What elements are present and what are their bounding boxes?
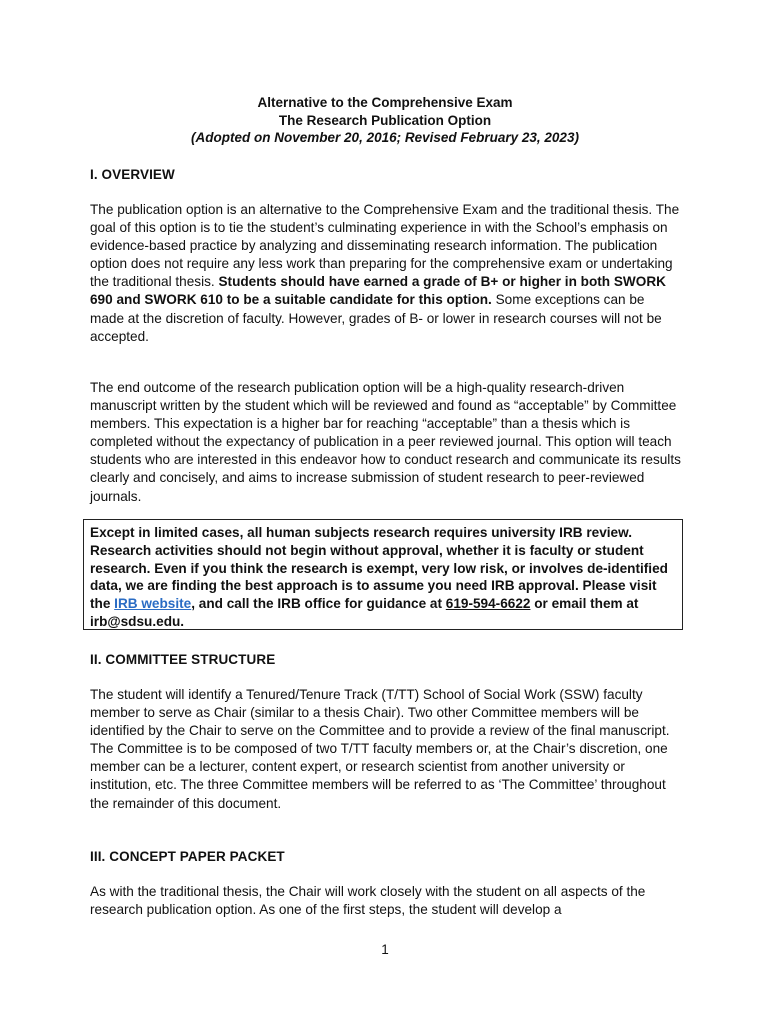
grade-requirement-text: Students should have earned a grade of B+ or higher in both SWORK 690 and SWORK 610 to be a suitable candidate for this option. (90, 274, 666, 308)
overview-intro-text: The publication option is an alternative to the Comprehensive Exam and the traditional thesis. The goal of this option is to tie the student’s culminating experience in with the School’s emphasis on evidence-based practice by analyzing and disseminating research information. The publication option does not require any less work than preparing for the comprehensive exam or undertaking the traditional thesis. (90, 202, 680, 290)
irb-phone-number: 619-594-6622 (445, 596, 531, 612)
committee-heading: II. COMMITTEE STRUCTURE (90, 652, 276, 667)
concept-paper-paragraph: As with the traditional thesis, the Chair will work closely with the student on all aspects of the research publication option. As one of the first steps, the student will develop a (90, 884, 646, 918)
irb-call-text: , and call the IRB office for guidance at (191, 596, 446, 612)
overview-exceptions-text: Some exceptions can be made at the discretion of faculty. However, grades of B- or lower in research courses will not be accepted. (90, 292, 662, 344)
irb-notice-box (83, 519, 683, 630)
committee-paragraph: The student will identify a Tenured/Tenure Track (T/TT) School of Social Work (SSW) faculty member to serve as Chair (similar to a thesis Chair). Two other Committee members will be identified by the Chair to serve on the Committee and to provide a review of the final manuscript. The Committee is to be composed of two T/TT faculty members or, at the Chair’s discretion, one member can be a lecturer, content expert, or research scientist from another university or institution, etc. The three Committee members will be referred to as ‘The Committee’ throughout the remainder of this document. (90, 687, 670, 811)
irb-website-link[interactable]: IRB website (114, 596, 192, 612)
document-subtitle: The Research Publication Option (278, 112, 492, 128)
irb-notice-text: Except in limited cases, all human subjects research requires university IRB review. Research activities should not begin without approval, whether it is faculty or student research. Even if you think the research is exempt, very low risk, or involves de-identified data, we are finding the best approach is to assume you need IRB approval. Please visit the (90, 525, 668, 612)
overview-paragraph-2: The end outcome of the research publication option will be a high-quality research-driven manuscript written by the student which will be reviewed and found as “acceptable” by Committee members. This expectation is a higher bar for reaching “acceptable” than a thesis which is completed without the expectancy of publication in a peer reviewed journal. This option will teach students who are interested in this endeavor how to conduct research and communicate its results clearly and concisely, and aims to increase submission of student research to peer-reviewed journals. (90, 380, 681, 504)
overview-heading: I. OVERVIEW (90, 167, 175, 182)
overview-paragraph-1 (90, 201, 682, 346)
document-title-block (90, 94, 680, 147)
page-number: 1 (381, 942, 389, 957)
adoption-date-line: (Adopted on November 20, 2016; Revised February 23, 2023) (191, 130, 579, 145)
concept-paper-heading: III. CONCEPT PAPER PACKET (90, 849, 285, 864)
document-title: Alternative to the Comprehensive Exam (257, 95, 513, 110)
irb-email-text: or email them at irb@sdsu.edu. (90, 596, 639, 629)
